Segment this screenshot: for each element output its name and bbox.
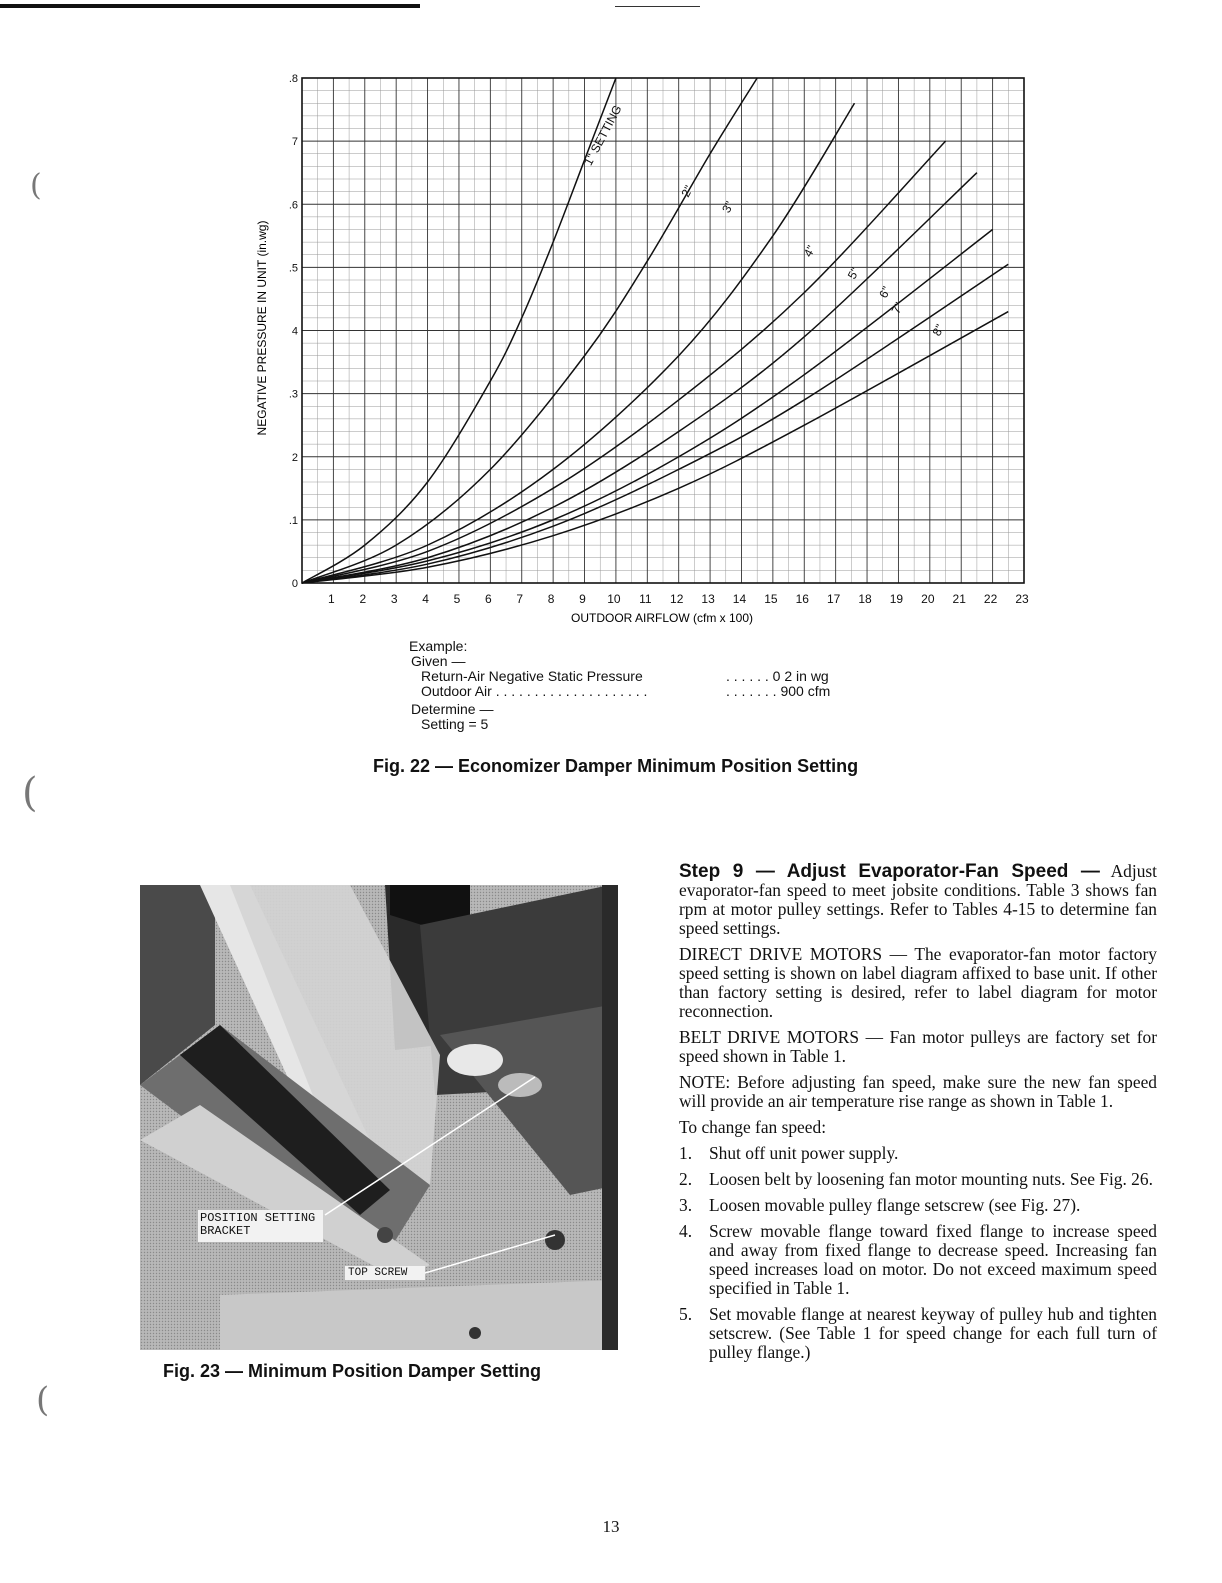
section-intro-paragraph — [679, 862, 1157, 938]
step-text: Shut off unit power supply. — [709, 1143, 899, 1163]
example-outdoor-air-value: . . . . . . . 900 cfm — [726, 683, 831, 699]
y-tick-label: .8 — [288, 73, 298, 85]
x-tick-label: 11 — [639, 592, 652, 606]
x-tick-label: 8 — [547, 592, 555, 606]
example-pressure-label: Return-Air Negative Static Pressure — [421, 668, 643, 684]
step-text: Loosen movable pulley flange setscrew (see Fig. 27). — [709, 1195, 1081, 1215]
series-label-4: 4" — [800, 243, 819, 260]
example-title: Example: — [409, 638, 468, 654]
x-tick-label: 23 — [1015, 592, 1029, 606]
step-text: Screw movable flange toward fixed flange to increase speed and away from fixed flange to decrease speed. Increasing fan speed increases load on motor. Do not exceed maximum speed specified in Table 1. — [709, 1221, 1157, 1298]
damper-photo — [140, 885, 618, 1350]
x-tick-label: 21 — [952, 592, 966, 606]
steps-intro: To change fan speed: — [679, 1117, 827, 1137]
step-number: 2. — [679, 1169, 693, 1189]
y-tick-label: 4 — [291, 325, 298, 338]
y-tick-label: .5 — [288, 262, 298, 275]
list-item — [679, 1305, 1157, 1362]
x-tick-label: 19 — [889, 592, 904, 606]
x-tick-label: 14 — [732, 592, 747, 606]
series-label-7: 7" — [888, 299, 907, 317]
binder-mark-bottom: ( — [36, 1380, 50, 1420]
belt-drive-paragraph: BELT DRIVE MOTORS — Fan motor pulleys are factory set for speed shown in Table 1. — [679, 1027, 1157, 1066]
list-item — [679, 1222, 1157, 1298]
step-number: 3. — [679, 1195, 693, 1215]
list-item — [679, 1196, 1157, 1215]
x-tick-label: 16 — [795, 592, 809, 606]
binder-mark-middle: ( — [22, 770, 38, 816]
series-label-1: 1" SETTING — [581, 102, 625, 168]
x-tick-label: 18 — [858, 592, 872, 606]
x-tick-label: 6 — [485, 592, 492, 606]
example-row-pressure — [409, 669, 830, 684]
list-item — [679, 1144, 1157, 1163]
example-pressure-value: . . . . . . 0 2 in wg — [726, 668, 829, 684]
example-outdoor-air-label: Outdoor Air . . . . . . . . . . . . . . . . . . . . — [421, 683, 648, 699]
step-number: 5. — [679, 1304, 693, 1324]
step-text: Loosen belt by loosening fan motor mounting nuts. See Fig. 26. — [709, 1169, 1153, 1189]
x-tick-label: 5 — [453, 592, 461, 606]
x-tick-label: 9 — [579, 592, 586, 606]
example-setting: Setting = 5 — [421, 716, 489, 732]
callout-bracket-line2: BRACKET — [200, 1224, 251, 1238]
callout-position-setting-bracket — [200, 1212, 315, 1238]
series-label-3: 3" — [719, 198, 737, 216]
chart-x-axis-label: OUTDOOR AIRFLOW (cfm x 100) — [570, 611, 754, 625]
series-label-8: 8" — [929, 321, 948, 339]
chart-y-axis-label: NEGATIVE PRESSURE IN UNIT (in.wg) — [255, 220, 269, 436]
x-tick-label: 15 — [764, 592, 778, 606]
x-tick-label: 7 — [516, 592, 524, 606]
example-determine: Determine — — [411, 701, 494, 717]
y-tick-label: 2 — [291, 451, 298, 464]
x-tick-label: 17 — [826, 592, 841, 606]
series-label-2: 2" — [678, 183, 696, 200]
step-text: Set movable flange at nearest keyway of pulley hub and tighten setscrew. (See Table 1 for speed change for each full turn of pulley flange.) — [709, 1304, 1157, 1362]
y-tick-label: .6 — [288, 199, 298, 212]
step-number: 1. — [679, 1143, 693, 1163]
x-tick-label: 2 — [359, 592, 367, 606]
y-tick-label: 7 — [291, 136, 298, 149]
y-tick-label: .3 — [288, 388, 298, 401]
chart-y-tick-labels — [289, 73, 298, 590]
x-tick-label: 10 — [607, 592, 621, 606]
x-tick-label: 1 — [328, 592, 335, 606]
fig22-example — [409, 639, 830, 732]
x-tick-label: 4 — [422, 592, 429, 606]
x-tick-label: 13 — [701, 592, 715, 606]
page-number: 13 — [602, 1517, 620, 1536]
list-item — [679, 1170, 1157, 1189]
x-tick-label: 20 — [921, 592, 935, 606]
direct-drive-paragraph: DIRECT DRIVE MOTORS — The evaporator-fan motor factory speed setting is shown on label diagram affixed to base unit. If other than factory setting is desired, refer to label diagram for motor reconnection. — [679, 944, 1157, 1021]
binder-mark-top: ( — [30, 168, 42, 203]
section-intro: Adjust evaporator-fan speed to meet jobsite conditions. Table 3 shows fan rpm at motor pulley settings. Refer to Tables 4-15 to determine fan speed settings. — [679, 861, 1157, 938]
example-given: Given — — [411, 653, 466, 669]
series-label-5: 5" — [844, 265, 863, 282]
step-number: 4. — [679, 1221, 693, 1241]
series-label-6: 6" — [876, 284, 894, 301]
section-heading: Step 9 — Adjust Evaporator-Fan Speed — — [679, 861, 1100, 882]
header-rule-thin — [615, 6, 700, 7]
x-tick-label: 12 — [670, 592, 684, 606]
header-rule — [0, 4, 420, 8]
economizer-chart — [250, 70, 1050, 630]
y-tick-label: 0 — [291, 578, 298, 590]
x-tick-label: 22 — [983, 592, 998, 606]
x-tick-label: 3 — [390, 592, 398, 606]
fig23-caption: Fig. 23 — Minimum Position Damper Setting — [163, 1361, 542, 1381]
fan-speed-section — [679, 862, 1157, 1369]
example-row-outdoor-air — [409, 684, 830, 699]
series-line-4 — [302, 141, 946, 583]
fig22-caption: Fig. 22 — Economizer Damper Minimum Position Setting — [373, 756, 859, 776]
chart-x-tick-labels — [328, 592, 1029, 606]
damper-photo-illustration — [140, 885, 618, 1350]
note-paragraph: NOTE: Before adjusting fan speed, make sure the new fan speed will provide an air temperature rise range as shown in Table 1. — [679, 1072, 1157, 1111]
steps-list — [679, 1144, 1157, 1362]
callout-top-screw: TOP SCREW — [348, 1267, 408, 1279]
y-tick-label: .1 — [288, 514, 298, 527]
callout-bracket-line1: POSITION SETTING — [200, 1211, 316, 1225]
chart-series-labels — [581, 103, 947, 339]
series-line-5 — [302, 173, 977, 583]
